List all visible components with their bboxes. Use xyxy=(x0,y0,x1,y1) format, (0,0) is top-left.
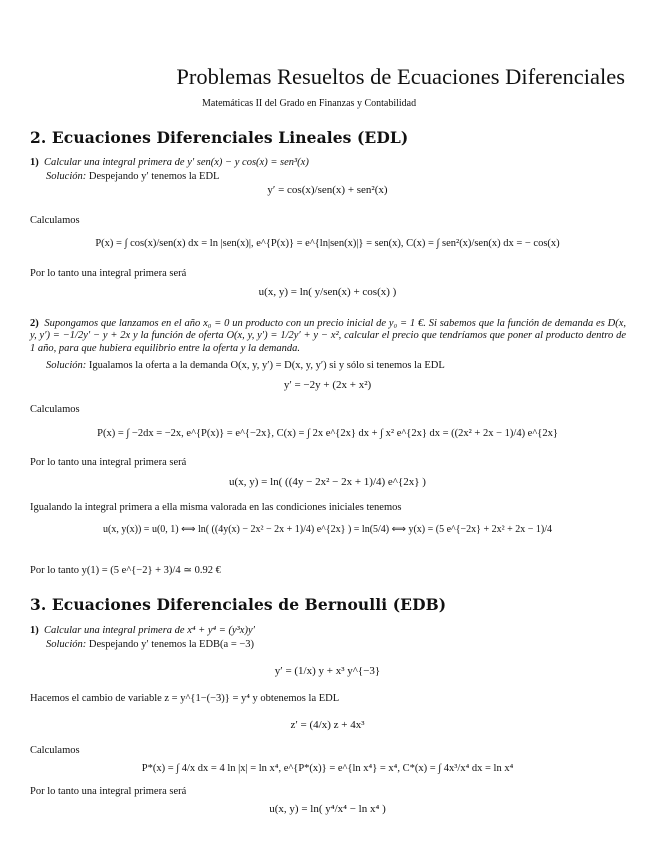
result-label: Por lo tanto una integral primera será xyxy=(30,457,187,468)
solution-intro: Despejando y′ tenemos la EDB(a = −3) xyxy=(88,639,255,650)
equation: u(x, y(x)) = u(0, 1) ⟺ ln( ((4y(x) − 2x² − 2x + 1)/4) e^{2x} ) = ln(5/4) ⟺ y(x) = (5 e^{−2x} + 2x² + 2x − 1)/4 xyxy=(102,524,553,535)
problem-number: 2) xyxy=(30,318,39,329)
equation: z′ = (4/x) z + 4x³ xyxy=(290,719,365,731)
document-title: Problemas Resueltos de Ecuaciones Diferenciales xyxy=(176,64,625,89)
problem-statement: Calcular una integral primera de x⁴ + y⁴ = (y³x)y′ xyxy=(44,625,255,636)
section-heading-edl: 2. Ecuaciones Diferenciales Lineales (EDL) xyxy=(30,128,409,147)
problem-3-1-statement-line xyxy=(30,625,255,637)
initial-conditions-label: Igualando la integral primera a ella misma valorada en las condiciones iniciales tenemos xyxy=(30,502,402,513)
calc-label: Calculamos xyxy=(30,215,80,226)
equation: P*(x) = ∫ 4/x dx = 4 ln |x| = ln x⁴, e^{P*(x)} = e^{ln x⁴} = x⁴, C*(x) = ∫ 4x³/x⁴ dx = ln x⁴ xyxy=(141,763,514,774)
calc-label: Calculamos xyxy=(30,745,80,756)
final-result: Por lo tanto y(1) = (5 e^{−2} + 3)/4 ≃ 0.92 € xyxy=(30,565,221,576)
section-heading-edb: 3. Ecuaciones Diferenciales de Bernoulli (EDB) xyxy=(30,595,447,614)
equation: P(x) = ∫ cos(x)/sen(x) dx = ln |sen(x)|, e^{P(x)} = e^{ln|sen(x)|} = sen(x), C(x) = ∫ sen²(x)/sen(x) dx = − cos(x) xyxy=(95,238,560,249)
problem-2-1-statement-line xyxy=(30,157,309,169)
equation: u(x, y) = ln( ((4y − 2x² − 2x + 1)/4) e^{2x} ) xyxy=(229,476,426,488)
solution-intro: Despejando y′ tenemos la EDL xyxy=(88,171,220,182)
problem-number: 1) xyxy=(30,625,39,636)
change-of-variable-label: Hacemos el cambio de variable z = y^{1−(−3)} = y⁴ y obtenemos la EDL xyxy=(30,693,340,704)
equation: y′ = −2y + (2x + x²) xyxy=(283,379,372,391)
problem-3-1-solution-line xyxy=(46,639,254,651)
problem-2-2-solution-line xyxy=(46,360,445,372)
problem-number: 1) xyxy=(30,157,39,168)
solution-label: Solución: xyxy=(46,639,87,650)
problem-statement: Supongamos que lanzamos en el año x₀ = 0 un producto con un precio inicial de y₀ = 1 €. Si sabemos que la función de demanda es D(x, y, y′) = −1/2y′ − y + 2x y la función de oferta O(x, y, y′) = 1/2y′ + y − x², calcular el precio que tendríamos que poner al producto dentro de 1 año, para que hubiera equilibrio entre la oferta y la demanda. xyxy=(30,318,627,354)
equation: u(x, y) = ln( y⁴/x⁴ − ln x⁴ ) xyxy=(269,803,386,815)
problem-statement: Calcular una integral primera de y′ sen(x) − y cos(x) = sen³(x) xyxy=(44,157,309,168)
calc-label: Calculamos xyxy=(30,404,80,415)
equation: P(x) = ∫ −2dx = −2x, e^{P(x)} = e^{−2x}, C(x) = ∫ 2x e^{2x} dx + ∫ x² e^{2x} dx = ((2x² + 2x − 1)/4) e^{2x} xyxy=(97,428,558,439)
equation: y′ = cos(x)/sen(x) + sen²(x) xyxy=(267,184,388,196)
equation: y′ = (1/x) y + x³ y^{−3} xyxy=(274,665,381,677)
solution-intro: Igualamos la oferta a la demanda O(x, y, y′) = D(x, y, y′) si y sólo si tenemos la EDL xyxy=(88,360,445,371)
problem-2-2-statement xyxy=(30,318,626,355)
result-label: Por lo tanto una integral primera será xyxy=(30,268,187,279)
solution-label: Solución: xyxy=(46,171,87,182)
result-label: Por lo tanto una integral primera será xyxy=(30,786,187,797)
problem-2-1-solution-line xyxy=(46,171,219,183)
document-subtitle: Matemáticas II del Grado en Finanzas y Contabilidad xyxy=(202,98,417,109)
solution-label: Solución: xyxy=(46,360,87,371)
equation: u(x, y) = ln( y/sen(x) + cos(x) ) xyxy=(258,286,397,298)
